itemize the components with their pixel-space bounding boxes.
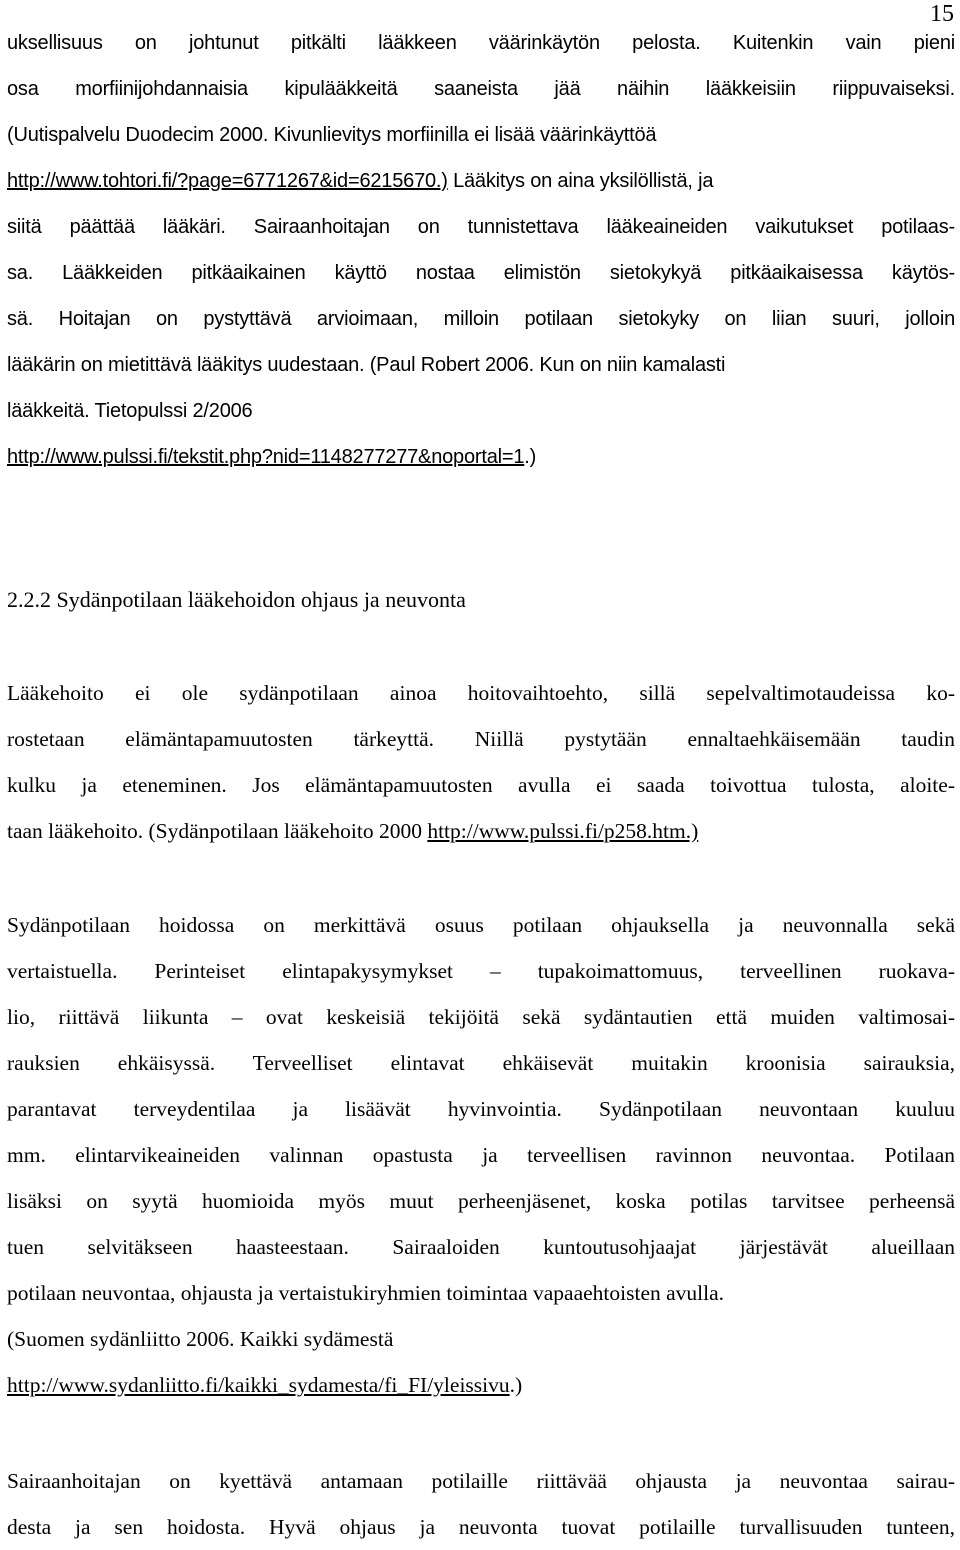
pulssi-tekstit-link[interactable]: http://www.pulssi.fi/tekstit.php?nid=1148277277&noportal=1 (7, 446, 525, 468)
paragraph-2-line-3: kulku ja eteneminen. Jos elämäntapamuutosten avulla ei saada toivottua tulosta, aloite- (7, 773, 955, 797)
paragraph-3-line-10: (Suomen sydänliitto 2006. Kaikki sydämestä (7, 1327, 394, 1351)
paragraph-1-line-10-rest: .) (524, 446, 537, 468)
tohtori-link[interactable]: http://www.tohtori.fi/?page=6771267&id=6215670.) (7, 170, 448, 192)
paragraph-3-line-4: rauksien ehkäisyssä. Terveelliset elintavat ehkäisevät muitakin kroonisia sairauksia, (7, 1051, 955, 1075)
paragraph-3-line-7: lisäksi on syytä huomioida myös muut perheenjäsenet, koska potilas tarvitsee perheensä (7, 1189, 955, 1213)
paragraph-3-line-2: vertaistuella. Perinteiset elintapakysymykset – tupakoimattomuus, terveellinen ruokava- (7, 959, 955, 983)
paragraph-2-line-4 (7, 808, 955, 854)
paragraph-1-line-7: sä. Hoitajan on pystyttävä arvioimaan, milloin potilaan sietokyky on liian suuri, jolloin (7, 308, 955, 330)
section-heading: 2.2.2 Sydänpotilaan lääkehoidon ohjaus ja neuvonta (7, 587, 466, 612)
paragraph-3-line-11 (7, 1362, 955, 1408)
page-number: 15 (930, 1, 954, 27)
paragraph-3-line-8: tuen selvitäkseen haasteestaan. Sairaaloiden kuntoutusohjaajat järjestävät alueillaan (7, 1235, 955, 1259)
paragraph-1 (7, 20, 955, 480)
paragraph-2-line-4-text: taan lääkehoito. (Sydänpotilaan lääkehoito 2000 (7, 819, 428, 843)
paragraph-3-line-6: mm. elintarvikeaineiden valinnan opastusta ja terveellisen ravinnon neuvontaa. Potilaan (7, 1143, 955, 1167)
paragraph-3-line-5: parantavat terveydentilaa ja lisäävät hyvinvointia. Sydänpotilaan neuvontaan kuuluu (7, 1097, 955, 1121)
paragraph-3-line-3: lio, riittävä liikunta – ovat keskeisiä tekijöitä sekä sydäntautien että muiden valtimosai- (7, 1005, 955, 1029)
paragraph-2-line-1: Lääkehoito ei ole sydänpotilaan ainoa hoitovaihtoehto, sillä sepelvaltimotaudeissa ko- (7, 681, 955, 705)
paragraph-2-line-2: rostetaan elämäntapamuutosten tärkeyttä. Niillä pystytään ennaltaehkäisemään taudin (7, 727, 955, 751)
paragraph-1-line-4 (7, 158, 955, 204)
paragraph-2 (7, 670, 955, 854)
paragraph-3-line-11-rest: .) (509, 1373, 523, 1397)
paragraph-3-line-1: Sydänpotilaan hoidossa on merkittävä osuus potilaan ohjauksella ja neuvonnalla sekä (7, 913, 955, 937)
paragraph-1-line-5: siitä päättää lääkäri. Sairaanhoitajan on tunnistettava lääkeaineiden vaikutukset potilaas- (7, 216, 955, 238)
paragraph-1-line-4-rest: Lääkitys on aina yksilöllistä, ja (447, 170, 714, 192)
paragraph-1-line-3: (Uutispalvelu Duodecim 2000. Kivunlievitys morfiinilla ei lisää väärinkäyttöä (7, 124, 657, 146)
paragraph-3 (7, 902, 955, 1408)
pulssi-p258-link[interactable]: http://www.pulssi.fi/p258.htm.) (427, 819, 699, 843)
paragraph-4 (7, 1458, 955, 1550)
paragraph-4-line-1: Sairaanhoitajan on kyettävä antamaan potilaille riittävää ohjausta ja neuvontaa sairau- (7, 1469, 955, 1493)
sydanliitto-link[interactable]: http://www.sydanliitto.fi/kaikki_sydamesta/fi_FI/yleissivu (7, 1373, 510, 1397)
paragraph-1-line-1: uksellisuus on johtunut pitkälti lääkkeen väärinkäytön pelosta. Kuitenkin vain pieni (7, 32, 955, 54)
paragraph-1-line-9: lääkkeitä. Tietopulssi 2/2006 (7, 400, 253, 422)
paragraph-1-line-8: lääkärin on mietittävä lääkitys uudestaan. (Paul Robert 2006. Kun on niin kamalasti (7, 354, 726, 376)
paragraph-1-line-10 (7, 434, 955, 480)
paragraph-4-line-2: desta ja sen hoidosta. Hyvä ohjaus ja neuvonta tuovat potilaille turvallisuuden tunteen, (7, 1515, 955, 1539)
paragraph-1-line-6: sa. Lääkkeiden pitkäaikainen käyttö nostaa elimistön sietokykyä pitkäaikaisessa käytös- (7, 262, 955, 284)
paragraph-1-line-2: osa morfiinijohdannaisia kipulääkkeitä saaneista jää näihin lääkkeisiin riippuvaiseksi. (7, 78, 955, 100)
paragraph-3-line-9: potilaan neuvontaa, ohjausta ja vertaistukiryhmien toimintaa vapaaehtoisten avulla. (7, 1281, 725, 1305)
